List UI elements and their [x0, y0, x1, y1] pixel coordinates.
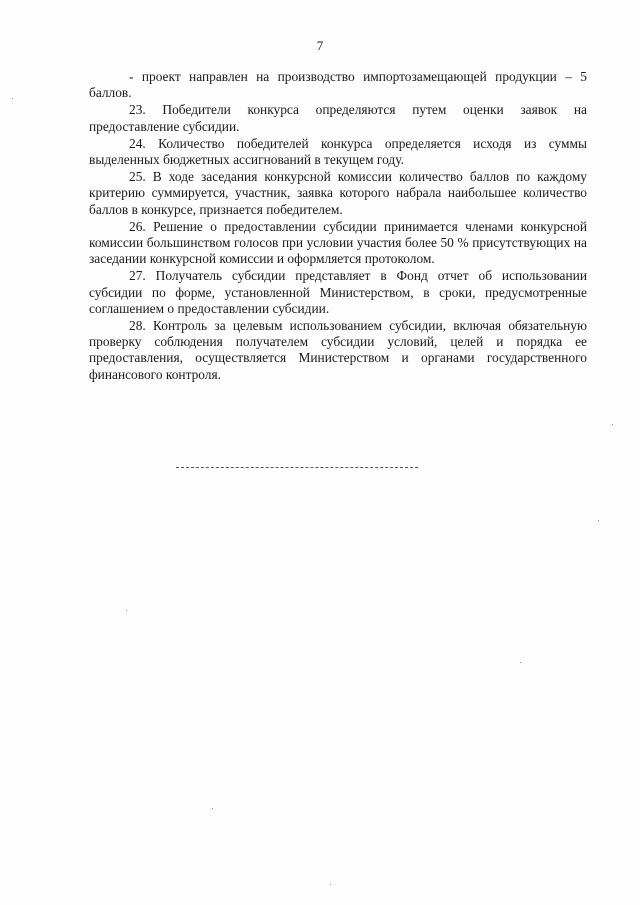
- paragraph-import-substitution: - проект направлен на производство импортозамещающей продукции – 5 баллов.: [89, 69, 587, 101]
- scan-speck: [598, 520, 599, 521]
- paragraph-26: 26. Решение о предоставлении субсидии принимается членами конкурсной комиссии большинством голосов при условии участия более 50 % присутствующих на заседании конкурсной комиссии и оформляется протоколом.: [89, 218, 587, 267]
- scan-speck: [612, 424, 613, 425]
- paragraph-25: 25. В ходе заседания конкурсной комиссии количество баллов по каждому критерию суммируется, участник, заявка которого набрала наибольшее количество баллов в конкурсе, признается победителем.: [89, 169, 587, 217]
- paragraph-27: 27. Получатель субсидии представляет в Фонд отчет об использовании субсидии по форме, установленной Министерством, в сроки, предусмотренные соглашением о предоставлении субсидии.: [89, 268, 587, 316]
- paragraph-28: 28. Контроль за целевым использованием субсидии, включая обязательную проверку соблюдения получателем субсидии условий, целей и порядка ее предоставления, осуществляется Министерством и органами государственного финансового контроля.: [89, 318, 587, 382]
- paragraph-23: 23. Победители конкурса определяются путем оценки заявок на предоставление субсидии.: [89, 102, 587, 134]
- paragraph-24: 24. Количество победителей конкурса определяется исходя из суммы выделенных бюджетных ассигнований в текущем году.: [89, 135, 587, 168]
- scan-speck: [126, 610, 127, 611]
- scan-speck: [520, 662, 521, 663]
- scan-speck: [330, 884, 331, 885]
- end-of-text-divider: [176, 467, 418, 468]
- document-body: [89, 69, 587, 384]
- scan-speck: [212, 808, 213, 809]
- page-number: 7: [316, 38, 324, 53]
- scan-speck: [12, 98, 13, 99]
